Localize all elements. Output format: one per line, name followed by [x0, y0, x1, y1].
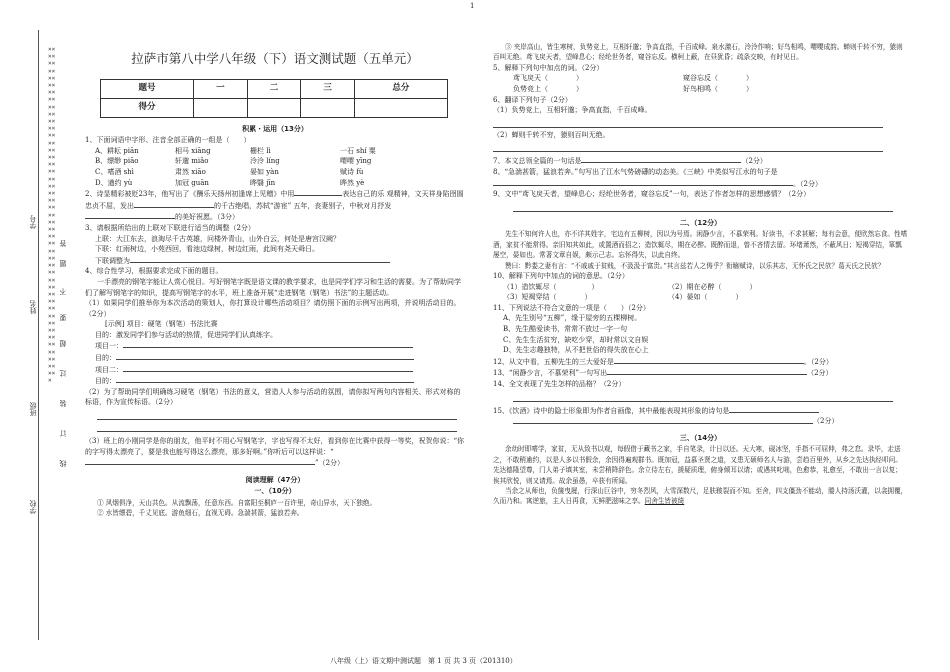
- score-header-total: 总分: [354, 79, 447, 98]
- question-2: 2、诗显精彩被贬23年，他写出了《酬乐天扬州初逢席上见赠》中用 表达自己的乐 观精神，文天祥身陷囹圄忠贞不屈，发出 的千古绝唱，苏轼“游宦” 五年，丧妻别子，中秋对月抒发的美好祝愿。（3分）: [85, 190, 464, 222]
- q4-example-goal: 目的：激发同学们参与活动的热情，促进同学们认真练字。: [95, 330, 277, 339]
- reading-2-para-1: 先生不知何许人也，亦不详其姓字，宅边有五柳树，因以为号焉。闲静少言，不慕荣利。好读书，不求甚解；每有会意，便欣然忘食。性嗜酒，家贫不能常得。亲旧知其如此，或置酒而招之；造饮辄尽，期在必醉。既醉而退，曾不吝情去留。环堵萧然，不蔽风日；短褐穿结，箪瓢屡空，晏如也。常著文章自娱，颇示己志。忘怀得失，以此自终。: [493, 230, 908, 260]
- q5-row-2: [493, 84, 908, 95]
- q10-row-2: [493, 292, 908, 303]
- reading-part-3: 三、（14分）: [679, 433, 722, 442]
- score-header-1: 一: [194, 79, 248, 98]
- q1-b2: 轩邈 miǎo: [175, 157, 209, 166]
- score-row-label: 得分: [101, 98, 194, 117]
- page-footer: 八年级（上）语文期中测试题 第 1 页 共 3 页（201310）: [330, 657, 517, 665]
- score-table: [100, 79, 448, 118]
- label-name: 姓名: [29, 300, 37, 314]
- q1-options: [85, 146, 465, 188]
- reading-3-para-1: 余幼时即嗜学，家贫，无从致书以观，每假借于藏书之家，手自笔录，计日以还。天大寒，砚冰坚，手指不可屈伸，弗之怠。录毕，走送之，不敢稍逾约，以是人多以书假余，余因得遍观群书。既加冠，益慕圣贤之道，又患无硕师名人与游，尝趋百里外，从乡之先达执经叩问。先达德隆望尊，门人弟子填其室，未尝稍降辞色。余立侍左右，援疑质理，俯身倾耳以请；或遇其叱咄，色愈恭，礼愈至，不敢出一言以复；俟其欣悦，则又请焉。故余虽愚，卒获有所闻。: [493, 445, 902, 485]
- q1-b4: 嘤嘤 yīng: [340, 157, 372, 166]
- q3-upper-couplet: 上联：大江东去，浪淘尽千古英雄，问楼外青山，山外白云，何处是唐宫汉阙？: [95, 234, 340, 243]
- left-column: [85, 38, 465, 519]
- reading-part-1: 一、（10分）: [254, 487, 296, 496]
- cut-line-marks: ×××××××××××××××××××××××××××××××××××××××××××××××××××××××××××××××××××××××××××××××××××××××××××××: [48, 46, 56, 385]
- q1-b1: B、缥缈 piāo: [95, 157, 139, 166]
- q9-answer-line[interactable]: [513, 202, 893, 212]
- q1-d1: D、遒约 yù: [95, 178, 133, 187]
- cut-label-4: 要: [59, 314, 67, 321]
- reading-1-para-2: ② 水皆缥碧，千丈见底。游鱼细石，直视无碍。急湍甚箭，猛浪若奔。: [97, 509, 304, 518]
- q1-a3: 栅栏 lì: [250, 146, 271, 155]
- score-cell-3[interactable]: [301, 98, 355, 117]
- q1-c2: 肃然 xiāo: [175, 167, 206, 176]
- q12-blank[interactable]: [614, 356, 804, 364]
- question-9: 9、文中“鸢飞戾天者，望峰息心；经纶世务者，窥谷忘反”一句，表达了作者怎样的思想感情？（2分）: [493, 190, 811, 199]
- q1-a2: 相马 xiāng: [175, 146, 211, 155]
- q4-3-answer-blank[interactable]: [85, 457, 315, 465]
- q4-body: 一手漂亮的钢笔字能让人赏心悦目。写好钢笔字既是语文课的教学要求，也是同学们学习和生活的需要。为了帮助同学们了解写钢笔字的知识，提高写钢笔字的水平，班上准备开展“走进钢笔（钢笔）书法”的主题活动。: [85, 277, 461, 297]
- score-cell-1[interactable]: [194, 98, 248, 117]
- q1-option-row: [85, 167, 465, 178]
- exam-title: 拉萨市第八中学八年级（下）语文测试题（五单元）: [131, 51, 419, 66]
- question-7: 7、本文总领全篇的一句话是 （2分）: [493, 157, 767, 166]
- question-13: 13、“闲静少言，不慕荣利”一句写出 （2分）: [493, 369, 833, 378]
- score-header-qnum: 题号: [101, 79, 194, 98]
- reading-3-para-2: 当余之从师也，负箧曳屣，行深山巨谷中，穷冬烈风，大雪深数尺，足肤皲裂而不知。至舍，四支僵劲不能动，媵人持汤沃灌，以衾拥覆，久而乃和。寓逆旅，主人日再食，无鲜肥滋味之享。同舍生皆被绮: [493, 486, 908, 506]
- q5-row-1: [493, 73, 908, 84]
- q11-option-a: A、先生别号“五柳”，缘于屋旁的五棵柳树。: [503, 314, 642, 323]
- q4-item-1-blank[interactable]: [123, 340, 413, 348]
- q6-2-answer-line[interactable]: [493, 142, 883, 152]
- q1-option-row: [85, 156, 465, 167]
- q10-item-4: （4）晏如（ ）: [668, 293, 743, 302]
- score-cell-total[interactable]: [354, 98, 447, 117]
- question-8: 8、“急湍甚箭，猛浪若奔。”句写出了江水气势磅礴的动态美。《三峡》中类似写江水的句子是。（2分）: [493, 167, 822, 188]
- q4-part-2: （2）为了帮助同学们明确练习硬笔（钢笔）书法的意义，营造人人参与活动的氛围，请你拟写两句内容相关、形式对称的标语，作为宣传标语。（2分）: [85, 387, 461, 407]
- q4-goal-2-row: 目的：: [85, 375, 465, 387]
- right-column: [493, 42, 908, 507]
- cut-label-7: 装: [59, 400, 67, 407]
- label-school: 学校: [29, 500, 37, 514]
- q2-blank-3[interactable]: [85, 211, 175, 219]
- q15-blank-2[interactable]: [513, 416, 813, 424]
- q11-option-d: D、先生志趣独特，从不把世俗的得失放在心上: [503, 346, 649, 355]
- q8-blank[interactable]: [493, 178, 793, 186]
- q4-goal-1-blank[interactable]: [116, 352, 414, 360]
- q1-c3: 晏如 yàn: [250, 167, 279, 176]
- question-4: 4、综合性学习，根据要求完成下面的题目。: [85, 267, 223, 276]
- q4-goal-1-row: 目的：: [85, 352, 465, 364]
- q1-d2: 加冠 guān: [175, 178, 209, 187]
- question-3: 3、请根据所给出的上联对下联进行适当的调整（2分）: [85, 223, 255, 232]
- q1-d3: 晔翳 jīn: [250, 178, 276, 187]
- cut-label-9: 线: [59, 460, 67, 467]
- q5-item-3: 负势竞上（ ）: [513, 85, 583, 93]
- question-12: 12、从文中看，五柳先生的三大爱好是 。（2分）: [493, 357, 833, 366]
- reading-1-para-3: ③ 夹岸高山，皆生寒树，负势竞上，互相轩邈；争高直指，千百成峰。泉水激石，泠泠作响；好鸟相鸣，嘤嘤成韵。蝉则千转不穷，猿则百叫无绝。鸢飞戾天者，望峰息心；经纶世务者，窥谷忘反。横柯上蔽，在昼犹昏；疏条交映，有时见日。: [493, 43, 903, 62]
- question-6: 6、翻译下列句子（2分）: [493, 95, 572, 104]
- label-student-id: 学号: [29, 215, 37, 229]
- q1-c1: C、嗜酒 shì: [95, 167, 134, 176]
- q1-a1: A、耕耘 piān: [95, 146, 139, 155]
- cut-label-2: 题: [59, 260, 67, 267]
- q1-b3: 泠泠 líng: [250, 157, 280, 166]
- question-1: 1、下面词语中字形、注音全部正确的一组是（ ）: [85, 136, 251, 145]
- q5-item-2: 窥谷忘反（ ）: [683, 74, 753, 83]
- question-15: 15、《饮酒》诗中的隐士形象即为作者自画像，其中最能表现其形象的诗句是: [493, 405, 908, 417]
- q4-goal-2-blank[interactable]: [116, 375, 414, 383]
- q4-2-answer-line-1[interactable]: [97, 410, 457, 420]
- q4-item-2-row: 项目二：: [85, 364, 465, 376]
- cut-label-5: 超: [59, 340, 67, 347]
- q1-a4: 一石 shí 粟: [340, 146, 376, 155]
- q7-blank[interactable]: [581, 155, 741, 163]
- q10-item-3: （3）短褐穿结（ ）: [503, 293, 592, 302]
- reading-1-para-1: ① 风烟俱净，天山共色。从流飘荡，任意东西。自富阳至桐庐一百许里，奇山异水，天下独绝。: [97, 499, 377, 507]
- binding-margin: [0, 0, 70, 672]
- q4-2-answer-line-2[interactable]: [97, 422, 457, 432]
- cut-label-8: 订: [59, 430, 67, 437]
- q11-option-b: B、先生酷爱读书，常常不放过一字一句: [503, 324, 628, 333]
- q15-blank[interactable]: [729, 405, 819, 413]
- top-page-number: 1: [470, 2, 475, 10]
- q15-second-line: （2分）: [493, 416, 908, 427]
- score-header-3: 三: [301, 79, 355, 98]
- question-14: 14、全文表现了先生怎样的品格？（2分）: [493, 379, 626, 388]
- question-10: 10、解释下列句中加点的词的意思。（2分）: [493, 271, 629, 280]
- reading-3-underlined: 同舍生皆被绮: [644, 497, 685, 506]
- q10-item-1: （1）造饮辄尽（ ）: [503, 282, 599, 291]
- section-reading: 阅读理解（47分）: [245, 475, 305, 484]
- q2-blank-1[interactable]: [294, 188, 342, 196]
- q6-sentence-1: （1）负势竞上，互相轩邈；争高直指，千百成峰。: [493, 106, 652, 115]
- reading-2-para-2: 赞曰：黔娄之妻有言：“不戚戚于贫贱，不汲汲于富贵。”其言兹若人之俦乎？衔觞赋诗，以乐其志，无怀氏之民欤？葛天氏之民欤？: [505, 261, 885, 270]
- q3-lower-couplet: 下联：红雨树边，小苑西回，看池边绿树，树边红雨，此间有尧天舜日。: [95, 245, 319, 254]
- q4-item-1-row: 项目一：: [85, 340, 465, 352]
- q3-answer-row: 下联调整为: [85, 255, 465, 267]
- q4-item-2-blank[interactable]: [123, 364, 413, 372]
- q4-example-item: [示例] 项目：硬笔（钢笔）书法比赛: [105, 320, 218, 329]
- q4-part-3: （3）班上的小刚同学是你的朋友，他平时不用心写钢笔字，字也写得不太好，看到你在比赛中获得一等奖，祝贺你说：“你的字写得太漂亮了，要是我也能写得这么漂亮，那多好啊。”你听后可以这样说：“”（2分）: [85, 437, 465, 468]
- q5-item-1: 鸢飞戾天（ ）: [513, 74, 583, 83]
- q6-sentence-2: （2）蝉则千转不穷，猿则百叫无绝。: [493, 130, 610, 139]
- binding-line: [38, 30, 39, 640]
- q10-item-2: （2）期在必醉（ ）: [668, 282, 757, 291]
- q1-option-row: [85, 146, 465, 157]
- q1-c4: 赋诗 fù: [340, 167, 364, 176]
- q4-part-1: （1）如果同学们推举你为本次活动的策划人，你打算设计哪些活动项目？请仿照下面的示例写出两项，并说明活动目的。（2分）: [85, 299, 461, 318]
- q3-answer-blank[interactable]: [130, 255, 390, 263]
- question-11: 11、下列说法不符合文意的一项是（ ）（2分）: [493, 303, 650, 312]
- q2-blank-2[interactable]: [134, 200, 214, 208]
- q10-row-1: [493, 282, 908, 293]
- section-accumulation: 积累・运用（13分）: [242, 124, 308, 133]
- question-5: 5、解释下列句中加点的词。（2分）: [493, 63, 604, 72]
- score-cell-2[interactable]: [247, 98, 301, 117]
- q1-d4: 晔然 yè: [340, 178, 365, 187]
- score-header-2: 二: [247, 79, 301, 98]
- q5-item-4: 好鸟相鸣（ ）: [683, 85, 753, 93]
- q11-option-c: C、先生生活贫穷，缺吃少穿，却时常以文自娱: [503, 335, 649, 344]
- cut-label-3: 不: [59, 288, 67, 295]
- reading-part-2: 二、（12分）: [679, 218, 722, 227]
- label-class: 班级: [29, 402, 37, 416]
- cut-label-1: 答: [59, 240, 67, 247]
- q6-1-answer-line[interactable]: [493, 118, 883, 128]
- q13-blank[interactable]: [607, 367, 807, 375]
- cut-label-6: 过: [59, 370, 67, 377]
- q1-option-row: [85, 178, 465, 189]
- q14-answer-line[interactable]: [513, 392, 893, 402]
